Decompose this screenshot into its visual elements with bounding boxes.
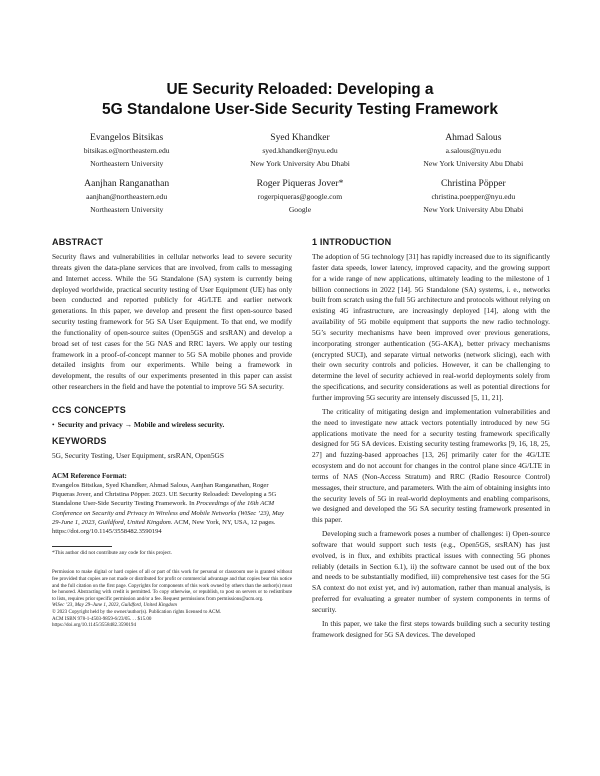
intro-paragraph-4: In this paper, we take the first steps towards building such a security testing framework designed for 5G SA devices. The developed xyxy=(312,618,550,639)
doi: https://doi.org/10.1145/3558482.3590194 xyxy=(52,622,136,629)
author-email: aanjhan@northeastern.edu xyxy=(86,192,168,201)
author-name: Evangelos Bitsikas xyxy=(90,132,164,143)
paper-title xyxy=(0,80,600,120)
author-name: Roger Piqueras Jover* xyxy=(256,178,344,189)
venue: WiSec ’23, May 29–June 1, 2023, Guildford, United Kingdom xyxy=(52,602,177,609)
author-name: Christina Pöpper xyxy=(440,178,506,189)
left-column xyxy=(52,236,292,629)
author-email: syed.khandker@nyu.edu xyxy=(262,146,338,155)
intro-paragraph-3: Developing such a framework poses a number of challenges: i) Open-source software that would support such tests (e.g., Open5GS, srsRAN) has just evolved, is in flux, and exhibits practical issues with connecting 5G phones reliably (details in Section 6.1), ii) the software cannot be used out of the box and needs to be substantially modified, iii) comprehensive test cases for the 5G SA context do not exist yet, and iv) automation, rather than manual analysis, is preferred for evaluating a greater number of system components in terms of security. xyxy=(312,529,550,614)
title-line-1: UE Security Reloaded: Developing a xyxy=(166,81,434,98)
ccs-heading: CCS CONCEPTS xyxy=(52,404,126,415)
title-line-2: 5G Standalone User-Side Security Testing Framework xyxy=(102,101,498,118)
author-affiliation: New York University Abu Dhabi xyxy=(423,204,524,214)
author-3 xyxy=(387,131,560,170)
author-block xyxy=(40,131,560,216)
abstract-heading: ABSTRACT xyxy=(52,237,104,247)
author-email: bitsikas.e@northeastern.edu xyxy=(83,146,170,155)
footnote: *This author did not contribute any code for this project. xyxy=(52,550,173,557)
intro-paragraph-1: The adoption of 5G technology [31] has rapidly increased due to its significantly faster data speeds, lower latency, improved capacity, and the growing support for a wide range of new applications, ultimately leading to the milestone of 1 billion connections in 2022 [14]. 5G Standalone (SA) systems, i. e., networks built from scratch using the full 5G architecture and protocols without relying on existing 4G infrastructure, are increasingly deployed [14], along with the availability of 5G mobile equipment that supports the new radio technology. 5G’s security mechanisms have been improved over previous generations, incorporating stronger authentication (5G-AKA), better privacy mechanisms (encrypted SUCI), and separate virtual networks (network slicing), each with their own security controls and policies. However, it can be challenging to determine the level of security achieved in real-world deployments solely from the specifications, and security considerations as well as potential directions for further improving 5G security are intensely discussed [5, 11, 21]. xyxy=(312,252,550,402)
bullet: • xyxy=(52,419,55,429)
reference-tail: ACM, New York, NY, USA, 12 pages. https://doi.org/10.1145/3558482.3590194 xyxy=(52,518,276,536)
copyright: © 2023 Copyright held by the owner/author(s). Publication rights licensed to ACM. xyxy=(52,608,222,615)
intro-paragraph-2: The criticality of mitigating design and implementation vulnerabilities and the need to investigate new attack vectors potentially introduced by new 5G applications motivate the need for a security testing framework specifically designed for 5G SA devices. Existing security testing frameworks [9, 16, 18, 25, 27] and fuzzing-based approaches [13, 26] primarily cater for the 4G/LTE ecosystem and do not account for changes in the control plane since 4G/LTE in terms of NAS (Non-Access Stratum) and RRC (Radio Resource Control) messages, their structure, and parameters. With the aim of obtaining insights into the security levels of 5G in real-world deployments and enabling comparisons, we designed and developed the 5G SA security testing framework presented in this paper. xyxy=(312,406,550,525)
author-6 xyxy=(387,177,560,216)
abstract-text: Security flaws and vulnerabilities in cellular networks lead to severe security threats given the data-plane services that are involved, from calls to messaging and Internet access. While the 5G Standalone (SA) system is currently being deployed worldwide, practical security testing of User Equipment (UE) has only been conducted and reported publicly for 4G/LTE and earlier network generations. In this paper, we develop and present the first open-source based security testing framework for 5G SA User Equipment. To that end, we modify the functionality of open-source suites (Open5GS and srsRAN) and develop a broad set of test cases for the 5G NAS and RRC layers. We apply our testing framework in a proof-of-concept manner to 5G SA mobile phones and provide detailed insights from our experiments. While being a framework in development, the results of our experiments presented in this paper can assist other researchers in the field and have the potential to improve 5G SA security. xyxy=(52,252,292,392)
permission-notice: Permission to make digital or hard copies of all or part of this work for personal or classroom use is granted without fee provided that copies are not made or distributed for profit or commercial advantage and that copies bear this notice and the full citation on the first page. Copyrights for components of this work owned by others than the author(s) must be honored. Abstracting with credit is permitted. To copy otherwise, or republish, to post on servers or to redistribute to lists, requires prior specific permission and/or a fee. Request permissions from permissions@acm.org. xyxy=(52,569,292,602)
introduction-heading: 1 INTRODUCTION xyxy=(312,237,392,247)
author-name: Ahmad Salous xyxy=(445,132,502,143)
keywords-heading: KEYWORDS xyxy=(52,435,107,446)
author-affiliation: New York University Abu Dhabi xyxy=(423,158,524,168)
author-4 xyxy=(40,177,213,216)
footnote-rule xyxy=(52,546,112,547)
reference-authors-title: Evangelos Bitsikas, Syed Khandker, Ahmad Salous, Aanjhan Ranganathan, Roger Piqueras Jover, and Christina Pöpper. 2023. UE Security Reloaded: Developing a 5G Standalone User-Side Security Testing Framework. In xyxy=(52,481,277,508)
author-affiliation: New York University Abu Dhabi xyxy=(250,158,350,168)
author-email: rogerpiqueras@google.com xyxy=(257,192,343,201)
author-2 xyxy=(213,131,386,170)
reference-format-heading: ACM Reference Format: xyxy=(52,471,127,480)
reference-proceedings: Proceedings of the 16th ACM Conference on Security and Privacy in Wireless and Mobile Networks (WiSec ’23), May 29-June 1, 2023, Guildford, United Kingdom. xyxy=(52,500,284,526)
isbn: ACM ISBN 978-1-4503-9859-6/23/05. . . $15.00 xyxy=(52,615,152,622)
reference-format-text xyxy=(52,481,292,537)
author-email: christina.poepper@nyu.edu xyxy=(431,192,516,201)
right-column xyxy=(312,236,550,641)
ccs-text: Security and privacy → Mobile and wireless security. xyxy=(57,419,225,429)
author-5 xyxy=(213,177,386,216)
author-email: a.salous@nyu.edu xyxy=(445,146,502,155)
keywords-text: 5G, Security Testing, User Equipment, srsRAN, Open5GS xyxy=(52,450,224,460)
author-affiliation: Google xyxy=(288,204,312,214)
author-affiliation: Northeastern University xyxy=(90,204,164,214)
author-name: Syed Khandker xyxy=(270,132,330,143)
author-affiliation: Northeastern University xyxy=(90,158,164,168)
author-name: Aanjhan Ranganathan xyxy=(84,178,170,189)
ccs-concepts xyxy=(52,420,292,431)
author-1 xyxy=(40,131,213,170)
